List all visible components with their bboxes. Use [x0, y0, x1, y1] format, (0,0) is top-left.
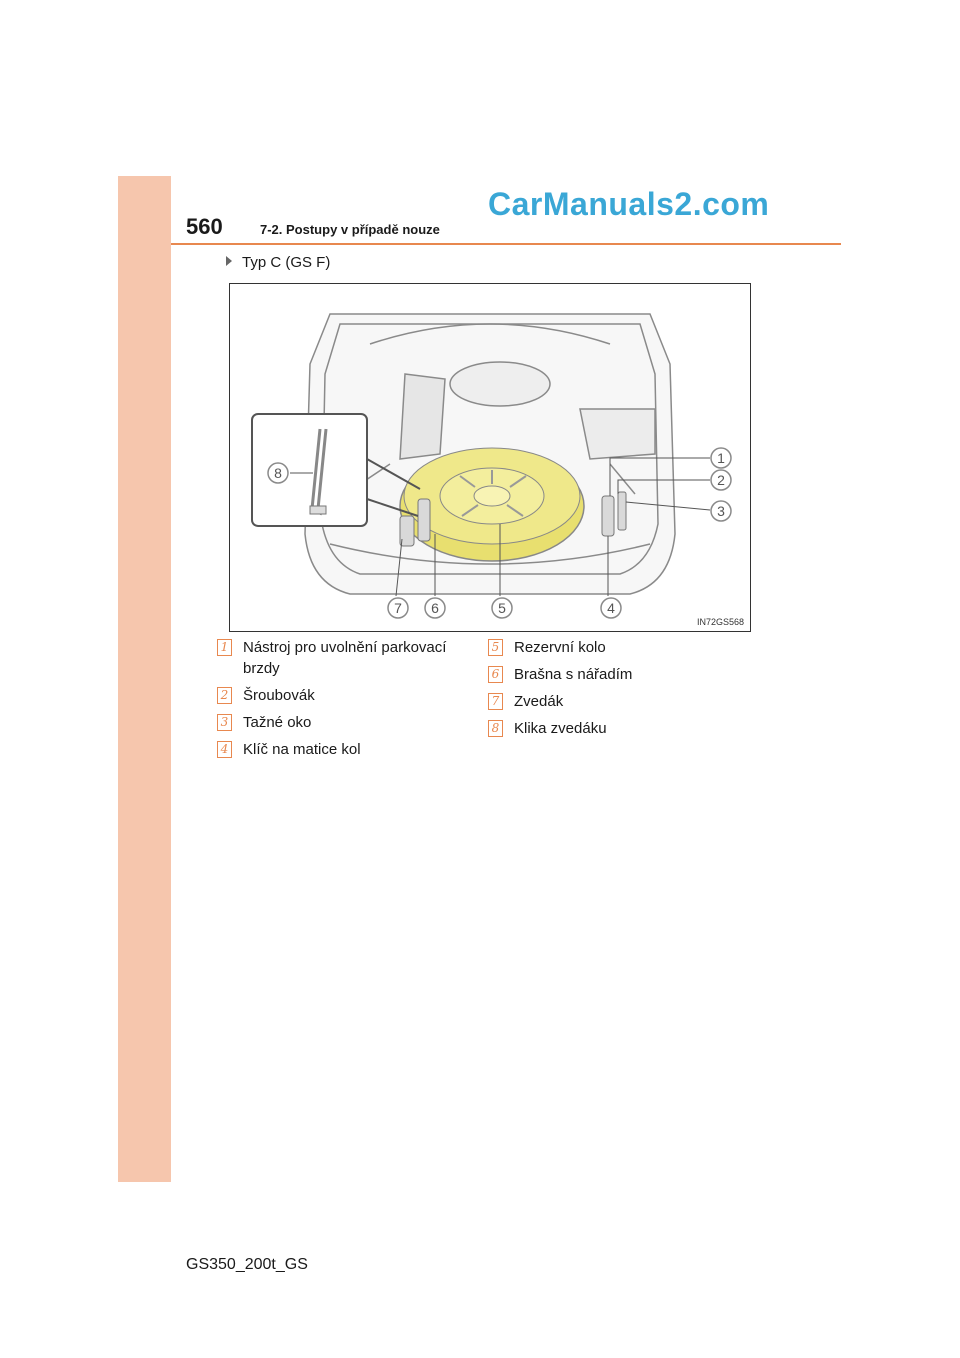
callout-4-label: 4: [607, 600, 615, 616]
legend-label: Klíč na matice kol: [243, 741, 361, 758]
legend-number-badge: 8: [488, 720, 503, 737]
legend-label: Tažné oko: [243, 714, 312, 731]
page-number: 560: [186, 214, 223, 239]
legend-number-badge: 7: [488, 693, 503, 710]
legend-item-6: [488, 664, 748, 685]
callout-7-label: 7: [394, 600, 402, 616]
legend-label: Nástroj pro uvolnění parkovací brzdy: [243, 639, 447, 677]
callout-1-label: 1: [717, 450, 725, 466]
section-title: 7-2. Postupy v případě nouze: [260, 222, 440, 237]
legend-item-1: [217, 637, 457, 679]
legend-label: Šroubovák: [243, 687, 315, 704]
callout-6-label: 6: [431, 600, 439, 616]
legend-label: Zvedák: [514, 693, 564, 710]
figure-code: IN72GS568: [696, 617, 744, 627]
legend-number-badge: 1: [217, 639, 232, 656]
legend-item-7: [488, 691, 748, 712]
legend-number-badge: 3: [217, 714, 232, 731]
legend-number-badge: 2: [217, 687, 232, 704]
trunk-drawing: [230, 284, 750, 631]
legend-number-badge: 6: [488, 666, 503, 683]
legend-label: Rezervní kolo: [514, 639, 606, 656]
callout-5-label: 5: [498, 600, 506, 616]
callout-8-label: 8: [274, 465, 282, 481]
watermark-logo: CarManuals2.com: [488, 186, 770, 222]
header-divider: [171, 243, 841, 245]
legend-item-5: [488, 637, 748, 658]
legend-label: Klika zvedáku: [514, 720, 607, 737]
callout-2-label: 2: [717, 472, 725, 488]
legend-item-3: [217, 712, 457, 733]
legend-item-8: [488, 718, 748, 739]
legend-number-badge: 5: [488, 639, 503, 656]
callout-3-label: 3: [717, 503, 725, 519]
legend-number-badge: 4: [217, 741, 232, 758]
triangle-bullet-icon: [226, 256, 232, 266]
footer-model-code: GS350_200t_GS: [186, 1256, 308, 1273]
legend-label: Brašna s nářadím: [514, 666, 633, 683]
legend-item-4: [217, 739, 457, 760]
legend-item-2: [217, 685, 457, 706]
subheading: [226, 254, 330, 271]
side-color-band: [118, 176, 171, 1182]
subheading-text: Typ C (GS F): [242, 254, 331, 271]
trunk-illustration: [229, 283, 751, 632]
